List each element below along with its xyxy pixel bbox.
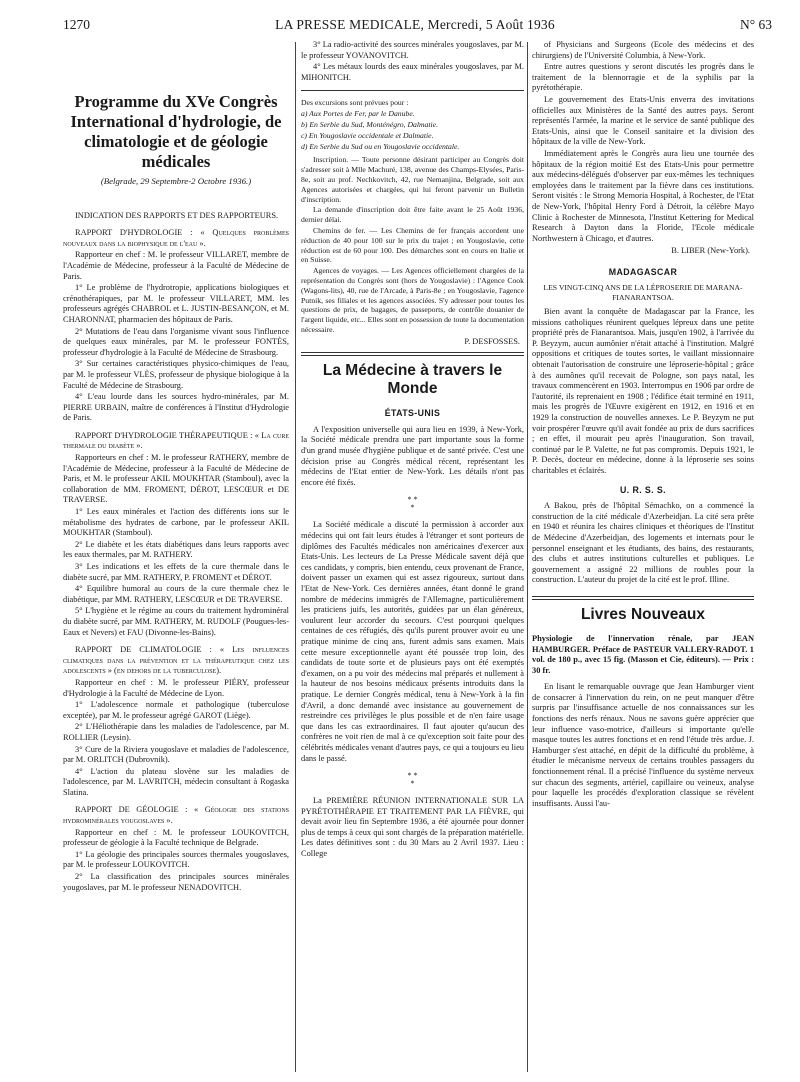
column-2: [301, 40, 524, 1076]
excursions-list: [301, 109, 524, 151]
us-article-continuation: [532, 40, 754, 244]
page-number: 1270: [63, 17, 90, 32]
paragraph: 4° L'action du plateau slovène sur les maladies de l'adolescence, par M. LAVRITCH, médecin consultant à Rogaska Slatina.: [63, 766, 289, 797]
books-section-title: Livres Nouveaux: [580, 605, 706, 623]
section-divider: [532, 596, 754, 600]
section-title: La Médecine à travers le Monde: [322, 362, 503, 398]
paragraph: A Bakou, près de l'hôpital Sémachko, on a commencé la construction de la cité médicale d'Azerbeidjan. La cité sera prête en 1940 et réunira les chaires cliniques et théoriques de l'Institut de Médecine d'Azerbeidjan, des logements et internats pour le personnel enseignant et les étudiants, des bains, des restaurants, des clubs et autres institutions culturelles et publiques. Le gouvernement a assigné 22 millions de roubles pour la construction. L'auteur du projet de la cité est le prof. Illine.: [532, 501, 754, 585]
issue-number: N° 63: [739, 17, 772, 32]
page-header: [63, 14, 772, 36]
paragraph: 3° Sur certaines caractéristiques physico-chimiques de l'eau, par M. le professeur VLÈS, professeur de physique biologique à la Faculté de Médecine de Strasbourg.: [63, 359, 289, 390]
paragraph: La demande d'inscription doit être faite avant le 25 Août 1936, dernier délai.: [301, 205, 524, 225]
paragraph: 4° L'eau lourde dans les sources hydro-minérales, par M. PIERRE URBAIN, maître de conférences à l'Institut d'Hydrologie de Paris.: [63, 392, 289, 423]
paragraph: A l'exposition universelle qui aura lieu en 1939, à New-York, la Société médicale prendra une part importante sous la forme d'un grand musée d'hygiène publique et de santé privée. C'est une décision prise au Congrès médical récent, représentant les médecins de l'Etat entier de New-York. Les détails n'ont pas encore été fixés.: [301, 424, 524, 487]
paragraph: La PREMIÈRE RÉUNION INTERNATIONALE SUR LA PYRÉTOTHÉRAPIE ET TRAITEMENT PAR LA FIÈVRE, qui devait avoir lieu fin Septembre 1936, a été ajournée pour donner plus de temps à ceux qui sont chargés de la préparation matérielle. Les dates définitives sont : du 30 Mars au 2 Avril 1937. Lieu : College: [301, 796, 524, 859]
paragraph: Immédiatement après le Congrès aura lieu une tournée des hôpitaux de la région moitié Est des Etats-Unis pour permettre aux médecins-délégués d'observer par eux-mêmes les techniques employées dans le traitement par la fièvre dans ces institutions. Seront visités : le Strong Memoria Hospital, à Rochester, de l'Etat de New-York, l'hôpital Henry Ford à Détroit, la célèbre Mayo Clinic à Rochester de Minnesota, l'Institut Kettering for Medical Research à Dayton dans la Floride, l'Ecole médicale Northwestern à Chicago, et d'autres.: [532, 148, 754, 243]
paragraph: 1° L'adolescence normale et pathologique (tuberculose exceptée), par M. le professeur agrégé GAROT (Liège).: [63, 700, 289, 720]
paragraph: 3° La radio-activité des sources minérales yougoslaves, par M. le professeur YOVANOVITCH.: [301, 40, 524, 60]
program-title: Programme du XVe Congrès International d'hydrologie, de climatologie et de géologie médicales: [70, 92, 282, 171]
section-divider: [301, 352, 524, 356]
urss-title: U. R. S. S.: [620, 484, 666, 495]
paragraph: Bien avant la conquête de Madagascar par la France, les missions catholiques réunirent quelques lépreux dans une petite propriété près de Fianarantsoa. Mais, jusqu'en 1902, à l'arrivée du P. Beyzym, aucun aumônier n'était attaché à l'institution. Malgré oppositions et critiques de toutes sortes, le vaillant missionnaire obtenait l'autorisation de construire une léproserie-hôpital ; grâce à des aumônes qu'il recevait de Pologne, son pays natal, les travaux commencèrent en 1903. Interrompus en 1906 par ordre de l'autorité, ils reprenaient en 1908 ; l'édifice était terminé en 1911, mais les progrès de l'Œuvre exigèrent en 1912, en 1916 et en 1929 la construction de nouvelles annexes. Le P. Beyzym ne put voir prospérer l'œuvre qu'il avait fondée au prix de durs sacrifices ; en effet, il mourait peu après l'inauguration. Son travail, continué par le P. Valette, ne fut pas compromis. Depuis 1921, le P. Decès, docteur en médecine, donne à la léproserie ses soins charitables et éclairés.: [532, 307, 754, 475]
paragraph: Rapporteur en chef : M. le professeur PIÉRY, professeur d'Hydrologie à la Faculté de Médecine de Lyon.: [63, 677, 289, 698]
paragraph: INDICATION DES RAPPORTS ET DES RAPPORTEURS.: [75, 210, 279, 220]
separator-stars: * * *: [407, 771, 418, 789]
paragraph: 2° La classification des principales sources minérales yougoslaves, par M. le professeur NENADOVITCH.: [63, 872, 289, 892]
excursions-intro: Des excursions sont prévues pour :: [301, 98, 409, 108]
paragraph: Agences de voyages. — Les Agences officiellement chargées de la représentation du Congrès sont (hors de Yougoslavie) : l'Agence Cook (Wagons-lits), 40, rue de l'Arcade, à Paris-8e ; en Yougoslavie, l'agence Putnik, ses filiales et les agences associées. S'y adresser pour toutes les questions de prix, de bagages, de passeports, de contrôle douanier de l'argent liquide, etc... Elles sont en possession de toute la documentation nécessaire.: [301, 266, 524, 334]
paragraph: Inscription. — Toute personne désirant participer au Congrès doit s'adresser soit à Mlle Machuré, 138, avenue des Champs-Elysées, Paris-8e, soit au prof. Nechkovitch, 42, rue Nemanjina, Belgrade, soit aux Agences autorisées et chargées, qui lui feront parvenir un Bulletin d'inscription.: [301, 155, 524, 204]
column-3: [532, 40, 754, 1076]
paragraph: 4° Equilibre humoral au cours de la cure thermale chez le diabétique, par MM. RATHERY, LESCŒUR et DE TRAVERSE.: [63, 584, 289, 604]
paragraph: d) En Serbie du Sud ou en Yougoslavie occidentale.: [301, 141, 460, 151]
paragraph: RAPPORT DE GÉOLOGIE : « Géologie des stations hydrominérales yougoslaves ».: [63, 805, 289, 826]
paragraph: 5° L'hygiène et le régime au cours du traitement hydrominéral du diabète sucré, par MM. RATHERY, M. RUDOLF (Pougues-les-Eaux et Nevers) et FAU (Divonne-les-Bains).: [63, 606, 289, 637]
paragraph: a) Aux Portes de Fer, par le Danube.: [301, 109, 415, 119]
paragraph: Rapporteurs en chef : M. le professeur RATHERY, membre de l'Académie de Médecine, professeur à la Faculté de Médecine de Paris, et M. le professeur AKIL MOUKHTAR (Stamboul), avec la collaboration de MM. FROMENT, DÉROT, LESCŒUR et DE TRAVERSE.: [63, 453, 289, 505]
paragraph: 1° Les eaux minérales et l'action des différents ions sur le métabolisme des hydrates de carbone, par le professeur AKIL MOUKHTAR (Stamboul).: [63, 507, 289, 538]
subsection-title: ÉTATS-UNIS: [384, 408, 441, 419]
paragraph: En lisant le remarquable ouvrage que Jean Hamburger vient de consacrer à l'innervation du rein, on ne peut manquer d'être surpris par l'insuffisance actuelle de nos connaissances sur les fonctions des nerfs rénaux. Nous ne savons guère apprécier que leur influence vaso-motrice, d'ailleurs si importante qu'elle masque toutes les autres fonctions et en rend l'étude très ardue. J. Hamburger s'est attaché, en dépit de la difficulté du problème, à étudier le mécanisme nerveux de certains troubles passagers du fonctionnement rénal. Il a précisé l'influence du système nerveux sur chacun des segments, artériel, capillaire ou veineux, analyse pour laquelle les procédés d'exploration classique se révèlent insuffisants. Aussi l'au-: [532, 682, 754, 808]
madagascar-title: MADAGASCAR: [608, 266, 678, 277]
program-continuation: [301, 40, 524, 83]
book-heading: Physiologie de l'innervation rénale, par JEAN HAMBURGER. Préface de PASTEUR VALLERY-RADOT. 1 vol. de 180 p., avec 15 fig. (Masson et Cie, éditeurs). — Prix : 30 fr.: [532, 633, 754, 675]
paragraph: La Société médicale a discuté la permission à accorder aux médecins qui ont fait leurs études à l'étranger et sont porteurs de diplômes des Facultés médicales non américaines d'exercer aux Etats-Unis. Les lecteurs de La Presse Médicale savent déjà que ces candidats, y compris, bien entendu, ceux provenant de France, doivent passer un examen qui est assez rigoureux, surtout dans l'Etat de New-York. Ces dernières années, étant donné le grand nombre de médecins immigrés de l'Allemagne, particulièrement les praticiens juifs, les autorités, guidées par un élan généreux, voulurent leur accorder du secours. C'est pourquoi quelques centaines de ces réfugiés, dès qu'ils purent prouver avoir eu une pratique minime de cinq ans, furent admis sans examen. Mais cette mesure exceptionnelle ayant été poussée trop loin, des candidats de toute sorte et de plusieurs pays ont été exemptés d'examen, on a pu voir des médecins mal préparés et nullement à la hauteur de nos besoins médicaux présents introduits dans la pratique. Le dernier Congrès médical, tenu à New-York à la fin d'Avril, a donc demandé avec insistance au gouvernement de restreindre ces privilèges le plus possible et de n'en faire usage que dans les cas extraordinaires. Il faut ajouter qu'aucun des confrères ne voit rien de mal à ce qu'exception soit faite pour des célébrités médicales venant d'autres pays, ce qui a toujours eu lieu dans le passé.: [301, 520, 524, 763]
us-article-3: [301, 796, 524, 860]
paragraph: Rapporteur en chef : M. le professeur VILLARET, membre de l'Académie de Médecine, professeur à la Faculté de Médecine de Paris.: [63, 250, 289, 281]
paragraph: 2° Mutations de l'eau dans l'organisme vivant sous l'influence de quelques eaux minérales, par M. le professeur FONTÈS, professeur d'hydrologie à la Faculté de Médecine de Strasbourg.: [63, 326, 289, 357]
separator-stars: * * *: [407, 495, 418, 513]
madagascar-subtitle: LES VINGT-CINQ ANS DE LA LÉPROSERIE DE MARANA-FIANARANTSOA.: [543, 283, 743, 303]
column-1: [63, 40, 289, 1076]
book-review: [532, 682, 754, 809]
paragraph: 3° Cure de la Riviera yougoslave et maladies de l'adolescence, par M. ORLITCH (Dubrovnik).: [63, 744, 289, 765]
paragraph: 1° La géologie des principales sources thermales yougoslaves, par M. le professeur LOUKOVITCH.: [63, 849, 289, 870]
paragraph: 2° Le diabète et les états diabétiques dans leurs rapports avec les eaux thermales, par M. RATHERY.: [63, 539, 289, 560]
signature: P. DESFOSSES.: [464, 336, 520, 346]
paragraph: RAPPORT D'HYDROLOGIE : « Quelques problèmes nouveaux dans la biophysique de l'eau ».: [63, 228, 289, 248]
paragraph: b) En Serbie du Sud, Monténégro, Dalmatie.: [301, 119, 438, 129]
madagascar-article: [532, 307, 754, 477]
paragraph: Chemins de fer. — Les Chemins de fer français accordent une réduction de 40 pour 100 sur le prix du trajet ; en Yougoslavie, cette réduction est de 60 pour 100. Des démarches sont en cours en Italie et en Suisse.: [301, 225, 524, 265]
paragraph: 4° Les métaux lourds des eaux minérales yougoslaves, par M. MIHONITCH.: [301, 62, 524, 82]
paragraph: of Physicians and Surgeons (Ecole des médecins et des chirurgiens) de l'Université Columbia, à New-York.: [532, 40, 754, 60]
signature: B. LIBER (New-York).: [671, 246, 750, 256]
paragraph: Rapporteur en chef : M. le professeur LOUKOVITCH, professeur de géologie à la Faculté technique de Belgrade.: [63, 827, 289, 848]
paragraph: Le gouvernement des Etats-Unis enverra des invitations officielles aux Ministères de la Santé des autres pays. Seront représentés l'armée, la marine et le service de santé publique des Etats-Unis, ainsi que le Conseil sanitaire et la division des hôpitaux de la ville de New-York.: [532, 94, 754, 147]
program-subtitle: (Belgrade, 29 Septembre-2 Octobre 1936.): [100, 176, 252, 186]
paragraph: 3° Les indications et les effets de la cure thermale dans le diabète sucré, par MM. RATHERY, P. FROMENT et DÉROT.: [63, 562, 289, 582]
journal-line: LA PRESSE MEDICALE, Mercredi, 5 Août 1936: [275, 17, 555, 32]
us-article-2: [301, 520, 524, 764]
us-article-1: [301, 425, 524, 489]
paragraph: c) En Yougoslavie occidentale et Dalmatie.: [301, 130, 434, 140]
program-body: [63, 211, 289, 894]
column-rule: [527, 42, 528, 1072]
paragraph: 2° L'Héliothérapie dans les maladies de l'adolescence, par M. ROLLIER (Leysin).: [63, 722, 289, 742]
divider: [301, 90, 524, 91]
paragraph: RAPPORT DE CLIMATOLOGIE : « Les influences climatiques dans la prévention et la thérapeutique chez les adolescents » (en dehors de la tuberculose).: [63, 645, 289, 676]
column-rule: [295, 42, 296, 1072]
paragraph: RAPPORT D'HYDROLOGIE THÉRAPEUTIQUE : « La cure thermale du diabète ».: [63, 430, 289, 451]
info-block: [301, 155, 524, 334]
paragraph: 1° Le problème de l'hydrotropie, applications biologiques et crénothérapiques, par M. le professeur VILLARET, MM. les professeurs agrégés CHABROL et L. JUSTIN-BESANÇON, et M. CHARONNAT, pharmacien des hôpitaux de Paris.: [63, 283, 289, 324]
paragraph: Entre autres questions y seront discutés les progrès dans le traitement de la blennorragie et de la syphilis par la pyrétothérapie.: [532, 62, 754, 93]
urss-article: [532, 501, 754, 586]
